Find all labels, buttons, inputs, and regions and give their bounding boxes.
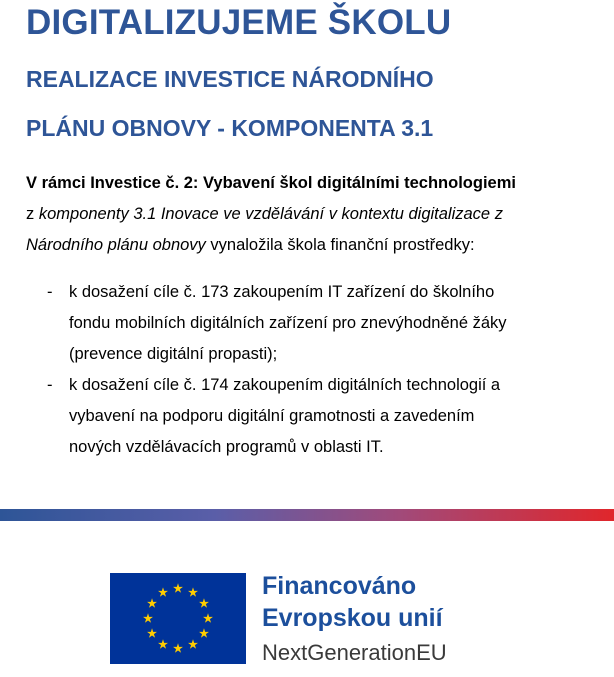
bullet-1-line-1: k dosažení cíle č. 173 zakoupením IT zařízení do školního <box>69 283 495 301</box>
subtitle-line-1: REALIZACE INVESTICE NÁRODNÍHO <box>26 66 434 92</box>
eu-funding-line-3: NextGenerationEU <box>262 640 447 665</box>
eu-funding-line-2: Evropskou unií <box>262 604 443 632</box>
eu-flag-svg <box>110 573 246 664</box>
intro-line-2-italic: komponenty 3.1 Inovace ve vzdělávání v kontextu digitalizace z <box>38 205 503 223</box>
eu-flag-icon <box>110 573 246 664</box>
page-title: DIGITALIZUJEME ŠKOLU <box>26 3 452 42</box>
eu-funding-line-1: Financováno <box>262 572 417 600</box>
bullet-2-line-3: nových vzdělávacích programů v oblasti IT. <box>69 438 384 456</box>
intro-line-2 <box>26 203 606 225</box>
intro-line-2-prefix: z <box>26 205 39 223</box>
intro-line-3 <box>26 234 606 256</box>
bullet-marker: - <box>47 283 53 301</box>
bullet-1-line-2: fondu mobilních digitálních zařízení pro znevýhodněné žáky <box>69 314 507 332</box>
bullet-marker: - <box>47 376 53 394</box>
bullet-1-line-3: (prevence digitální propasti); <box>69 345 278 363</box>
bullet-2-line-1: k dosažení cíle č. 174 zakoupením digitálních technologií a <box>69 376 501 394</box>
bullet-2-line-2: vybavení na podporu digitální gramotnosti a zavedením <box>69 407 475 425</box>
subtitle-line-2: PLÁNU OBNOVY - KOMPONENTA 3.1 <box>26 115 434 141</box>
intro-line-3-rest: vynaložila škola finanční prostředky: <box>205 236 475 254</box>
intro-line-1: V rámci Investice č. 2: Vybavení škol digitálními technologiemi <box>26 174 516 192</box>
gradient-divider <box>0 509 614 521</box>
intro-line-3-italic: Národního plánu obnovy <box>26 236 206 254</box>
